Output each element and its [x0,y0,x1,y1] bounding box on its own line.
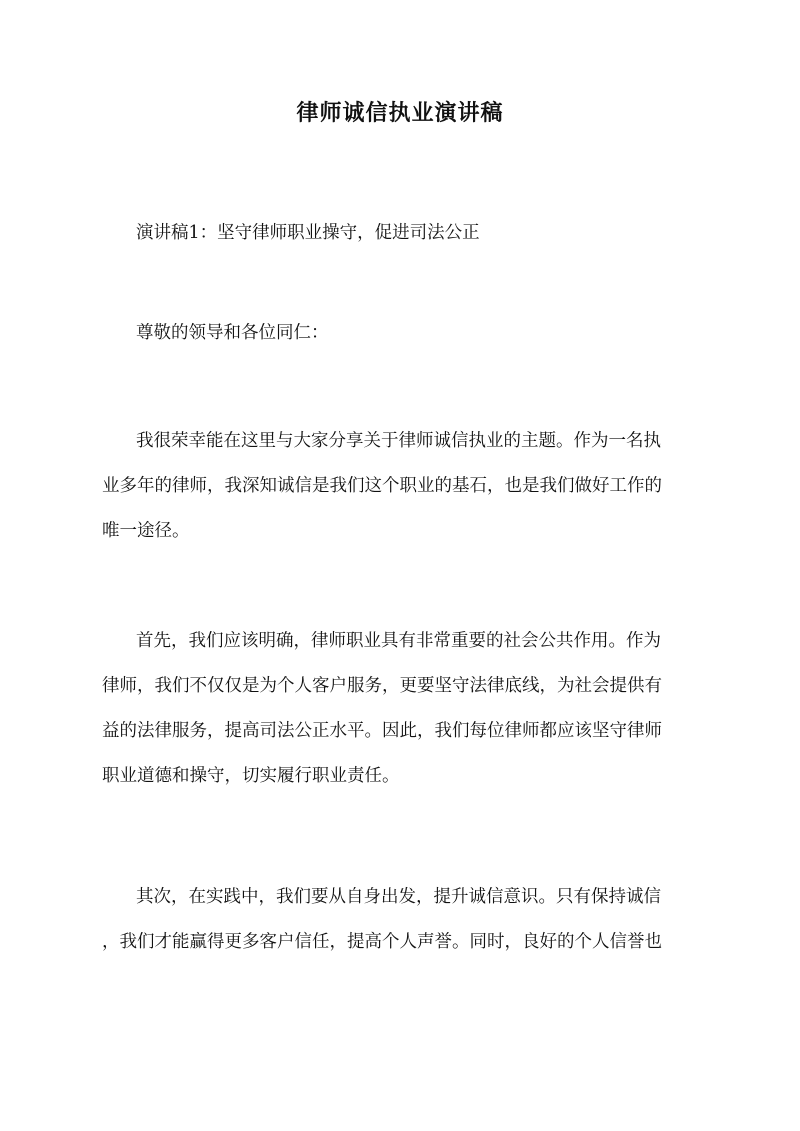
paragraph-line: 唯一途径。 [102,521,190,541]
speech-subtitle: 演讲稿1：坚守律师职业操守，促进司法公正 [136,223,480,243]
paragraph-line: 职业道德和操守，切实履行职业责任。 [102,766,400,786]
document-title: 律师诚信执业演讲稿 [296,100,504,126]
paragraph-line: 首先，我们应该明确，律师职业具有非常重要的社会公共作用。作为 [136,631,661,651]
paragraph-line: ，我们才能赢得更多客户信任，提高个人声誉。同时，良好的个人信誉也 [102,932,662,952]
paragraph-line: 业多年的律师，我深知诚信是我们这个职业的基石，也是我们做好工作的 [102,476,662,496]
paragraph-3 [102,875,702,965]
paragraph-2 [102,619,702,799]
paragraph-line: 我很荣幸能在这里与大家分享关于律师诚信执业的主题。作为一名执 [136,431,661,451]
salutation: 尊敬的领导和各位同仁： [136,323,329,343]
paragraph-line: 其次，在实践中，我们要从自身出发，提升诚信意识。只有保持诚信 [136,887,661,907]
paragraph-line: 律师，我们不仅仅是为个人客户服务，更要坚守法律底线，为社会提供有 [102,676,662,696]
paragraph-1 [102,419,702,554]
paragraph-line: 益的法律服务，提高司法公正水平。因此，我们每位律师都应该坚守律师 [102,721,662,741]
